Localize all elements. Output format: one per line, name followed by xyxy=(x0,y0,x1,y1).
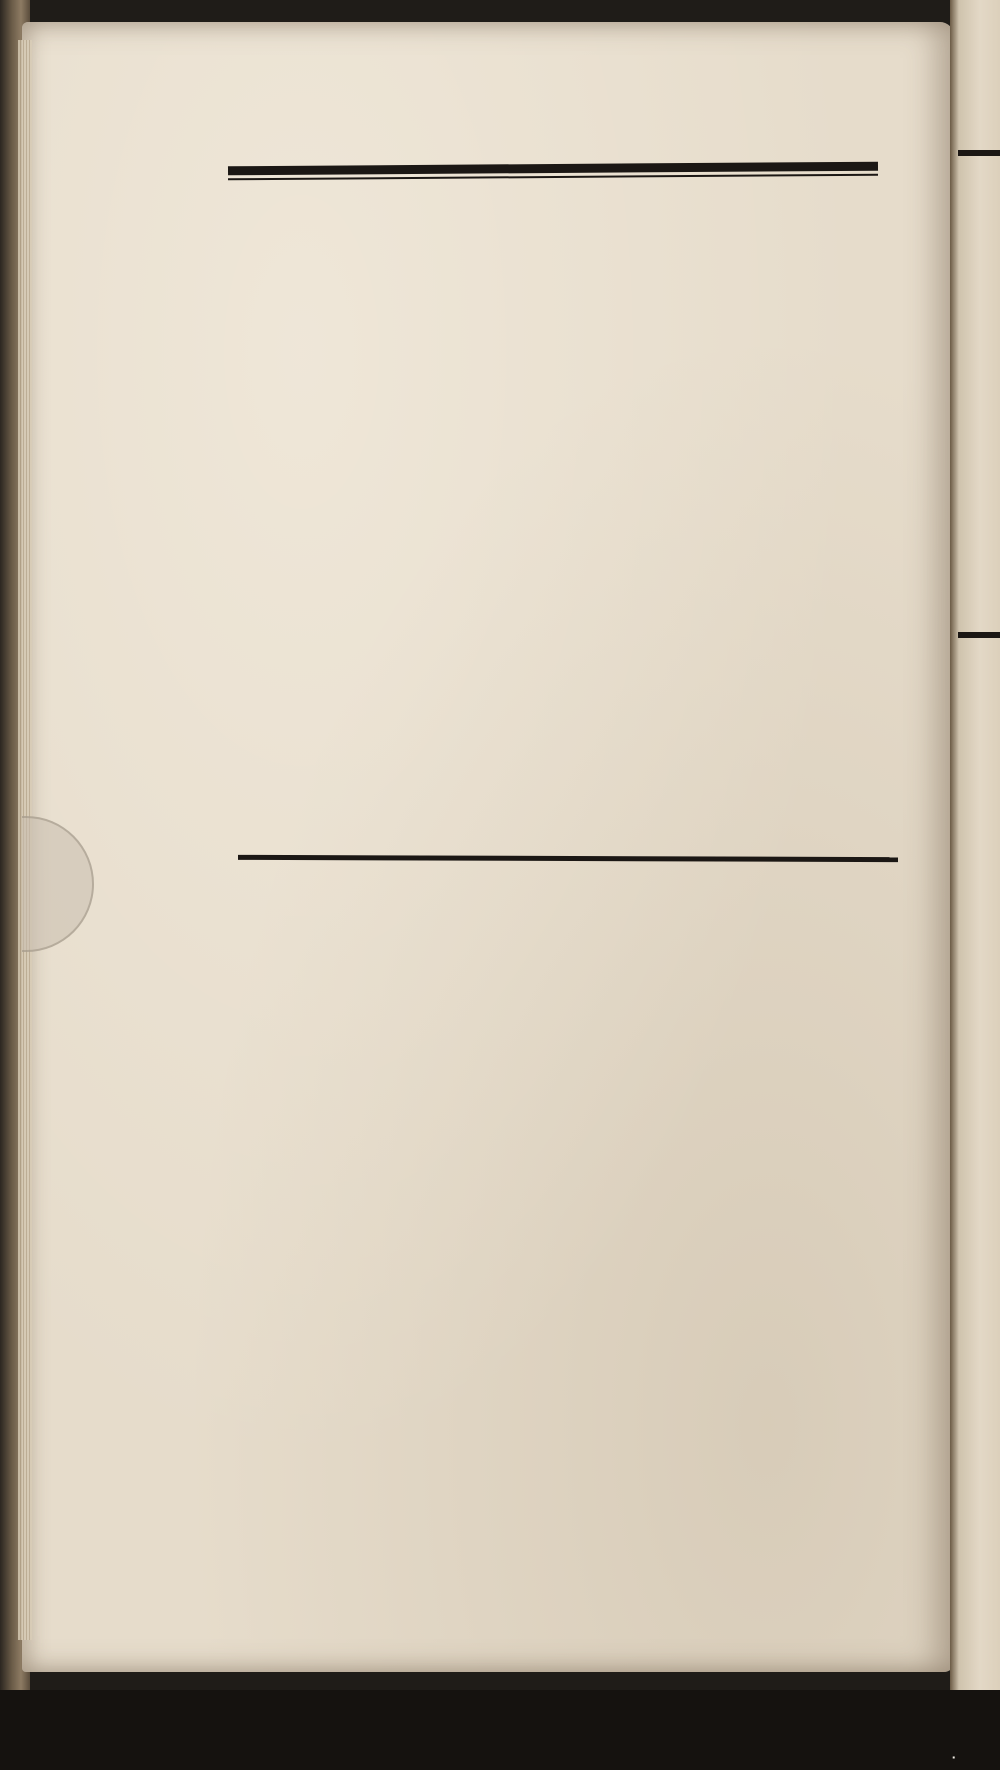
digitization-credit: · xyxy=(951,1751,960,1764)
right-page-fragment xyxy=(950,0,1000,1770)
right-page-rule xyxy=(958,632,1000,638)
scan-bottom-strip xyxy=(0,1690,1000,1770)
right-page-rule xyxy=(958,150,1000,156)
left-page xyxy=(22,22,954,1672)
